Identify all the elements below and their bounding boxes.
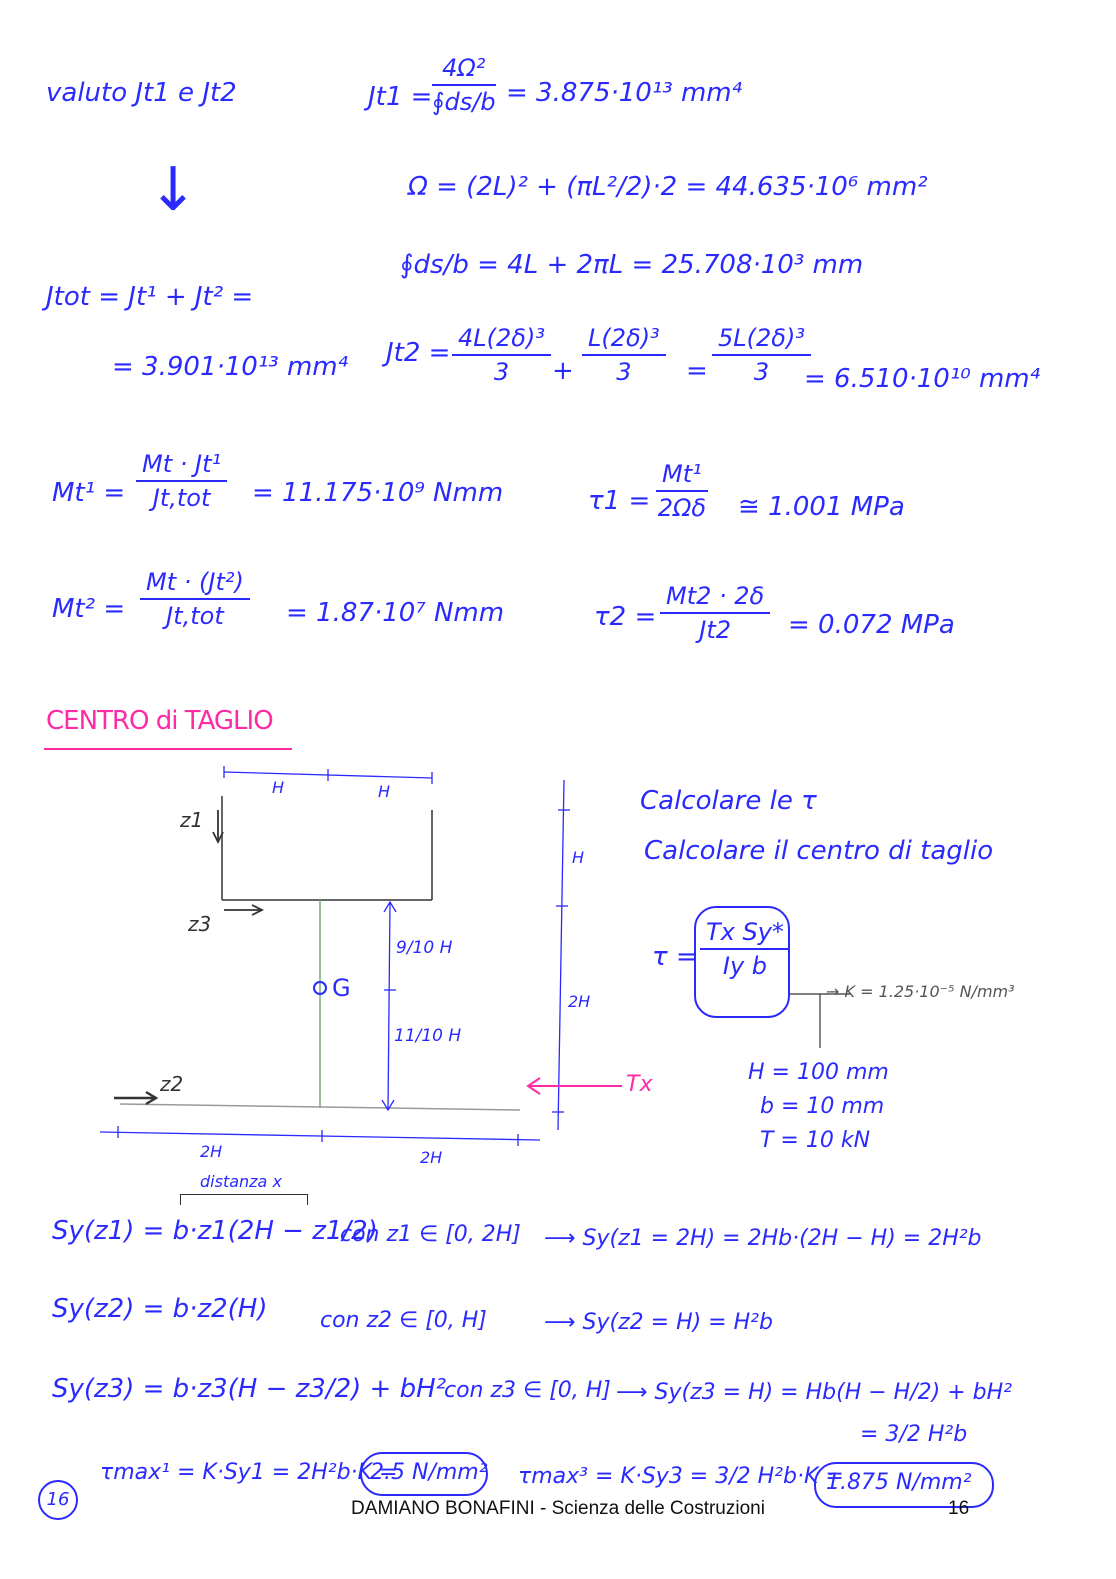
tau1-denominator: 2Ωδ (657, 494, 707, 522)
sy1-domain: con z1 ∈ [0, 2H] (340, 1222, 521, 1247)
note-line2: Calcolare il centro di taglio (644, 836, 994, 866)
mt1-result: = 11.175·10⁹ Nmm (252, 478, 504, 508)
top-dimension (224, 766, 432, 784)
k-bracket (790, 994, 850, 1048)
down-arrow-icon: ↓ (148, 155, 199, 225)
dim-bottom-left: 2H (200, 1142, 223, 1161)
dim-right-top: H (572, 848, 585, 867)
dim-bottom-right: 2H (420, 1148, 443, 1167)
mt1-denominator: Jt,tot (152, 484, 211, 512)
tau1-result: ≅ 1.001 MPa (738, 492, 905, 522)
tau-formula-fraction (700, 920, 790, 978)
z1-label: z1 (180, 808, 204, 832)
sy3-result-simplified: = 3/2 H²b (860, 1422, 968, 1447)
dim-mid-lower: 11/10 H (394, 1026, 462, 1046)
mt1-numerator: Mt · Jt¹ (142, 450, 222, 478)
middle-dimension (382, 902, 396, 1110)
page-badge: 16 (38, 1480, 78, 1520)
sy3-domain: con z3 ∈ [0, H] (444, 1378, 611, 1403)
b-value: b = 10 mm (760, 1094, 885, 1119)
tau-formula-numerator: Tx Sy* (706, 918, 784, 946)
jt1-lhs: Jt1 = (368, 82, 433, 112)
tau1-lhs: τ1 = (588, 486, 651, 516)
mt2-numerator: Mt · (Jt²) (146, 568, 244, 596)
jtot-result: = 3.901·10¹³ mm⁴ (112, 352, 349, 382)
omega-equation: Ω = (2L)² + (πL²/2)·2 = 44.635·10⁶ mm² (408, 172, 928, 202)
jt2-term3-num: 5L(2δ)³ (718, 324, 805, 352)
tau2-lhs: τ2 = (594, 602, 657, 632)
jt2-term2-num: L(2δ)³ (588, 324, 660, 352)
closed-cell (222, 796, 432, 900)
force-label: Tx (626, 1072, 653, 1097)
tau-formula-denominator: Iy b (722, 952, 768, 980)
mt1-lhs: Mt¹ = (52, 478, 126, 508)
jtot-line: Jtot = Jt¹ + Jt² = (46, 282, 254, 312)
mt2-denominator: Jt,tot (166, 602, 224, 630)
tau-max1-value: 2.5 N/mm² (370, 1460, 488, 1485)
dim-top-left: H (272, 778, 285, 797)
mt2-result: = 1.87·10⁷ Nmm (286, 598, 505, 628)
sy1-result: ⟶ Sy(z1 = 2H) = 2Hb·(2H − H) = 2H²b (544, 1226, 982, 1251)
sy2-domain: con z2 ∈ [0, H] (320, 1308, 487, 1333)
z3-arrow (224, 905, 262, 915)
z2-arrow (114, 1092, 156, 1104)
dim-mid-upper: 9/10 H (396, 938, 453, 958)
dim-top-right: H (378, 782, 391, 801)
sy3-result: ⟶ Sy(z3 = H) = Hb(H − H/2) + bH² (616, 1380, 1012, 1405)
tau-max3-equation: τmax³ = K·Sy3 = 3/2 H²b·K = (518, 1464, 844, 1489)
sy2-equation: Sy(z2) = b·z2(H) (52, 1294, 268, 1324)
jt2-term1-num: 4L(2δ)³ (458, 324, 545, 352)
jt1-numerator: 4Ω² (442, 54, 486, 82)
z2-label: z2 (160, 1072, 184, 1096)
jt2-term3-den: 3 (753, 358, 770, 386)
jt2-result: = 6.510·10¹⁰ mm⁴ (804, 364, 1041, 394)
dim-right-bottom: 2H (568, 992, 591, 1011)
jt2-equals: = (686, 356, 708, 386)
jt2-term2-den: 3 (616, 358, 632, 386)
tau1-numerator: Mt¹ (662, 460, 702, 488)
distance-bracket (180, 1194, 308, 1205)
h-value: H = 100 mm (748, 1060, 889, 1085)
jt1-denominator: ∮ds/b (432, 88, 496, 116)
page-number: 16 (948, 1498, 970, 1519)
integral-equation: ∮ds/b = 4L + 2πL = 25.708·10³ mm (400, 250, 864, 280)
sy2-result: ⟶ Sy(z2 = H) = H²b (544, 1310, 773, 1335)
tau-formula-lhs: τ = (652, 942, 698, 972)
k-value: → K = 1.25·10⁻⁵ N/mm³ (826, 982, 1015, 1001)
jt1-result: = 3.875·10¹³ mm⁴ (506, 78, 743, 108)
sy1-equation: Sy(z1) = b·z1(2H − z1/2) (52, 1216, 378, 1246)
centroid-label: G (332, 974, 351, 1002)
z3-label: z3 (188, 912, 212, 936)
tau-max3-value: 1.875 N/mm² (826, 1470, 972, 1495)
sy3-equation: Sy(z3) = b·z3(H − z3/2) + bH² (52, 1374, 447, 1404)
torsion-heading: valuto Jt1 e Jt2 (46, 78, 237, 108)
tau2-numerator: Mt2 · 2δ (666, 582, 765, 610)
note-line1: Calcolare le τ (640, 786, 817, 816)
tau-max1-equation: τmax¹ = K·Sy1 = 2H²b·K = (100, 1460, 398, 1485)
t-value: T = 10 kN (760, 1128, 871, 1153)
tau2-result: = 0.072 MPa (788, 610, 955, 640)
tau2-denominator: Jt2 (699, 616, 731, 644)
mt2-lhs: Mt² = (52, 594, 126, 624)
distance-label: distanza x (200, 1172, 282, 1191)
bottom-dimension (100, 1126, 540, 1146)
tx-force-arrow (528, 1078, 622, 1094)
shear-center-title: CENTRO di TAGLIO (46, 706, 273, 736)
jt2-term1-den: 3 (493, 358, 510, 386)
right-dimension (552, 780, 570, 1130)
jt2-lhs: Jt2 = (386, 338, 451, 368)
footer-text: DAMIANO BONAFINI - Scienza delle Costruzioni (351, 1498, 765, 1519)
jt2-plus: + (552, 356, 574, 386)
